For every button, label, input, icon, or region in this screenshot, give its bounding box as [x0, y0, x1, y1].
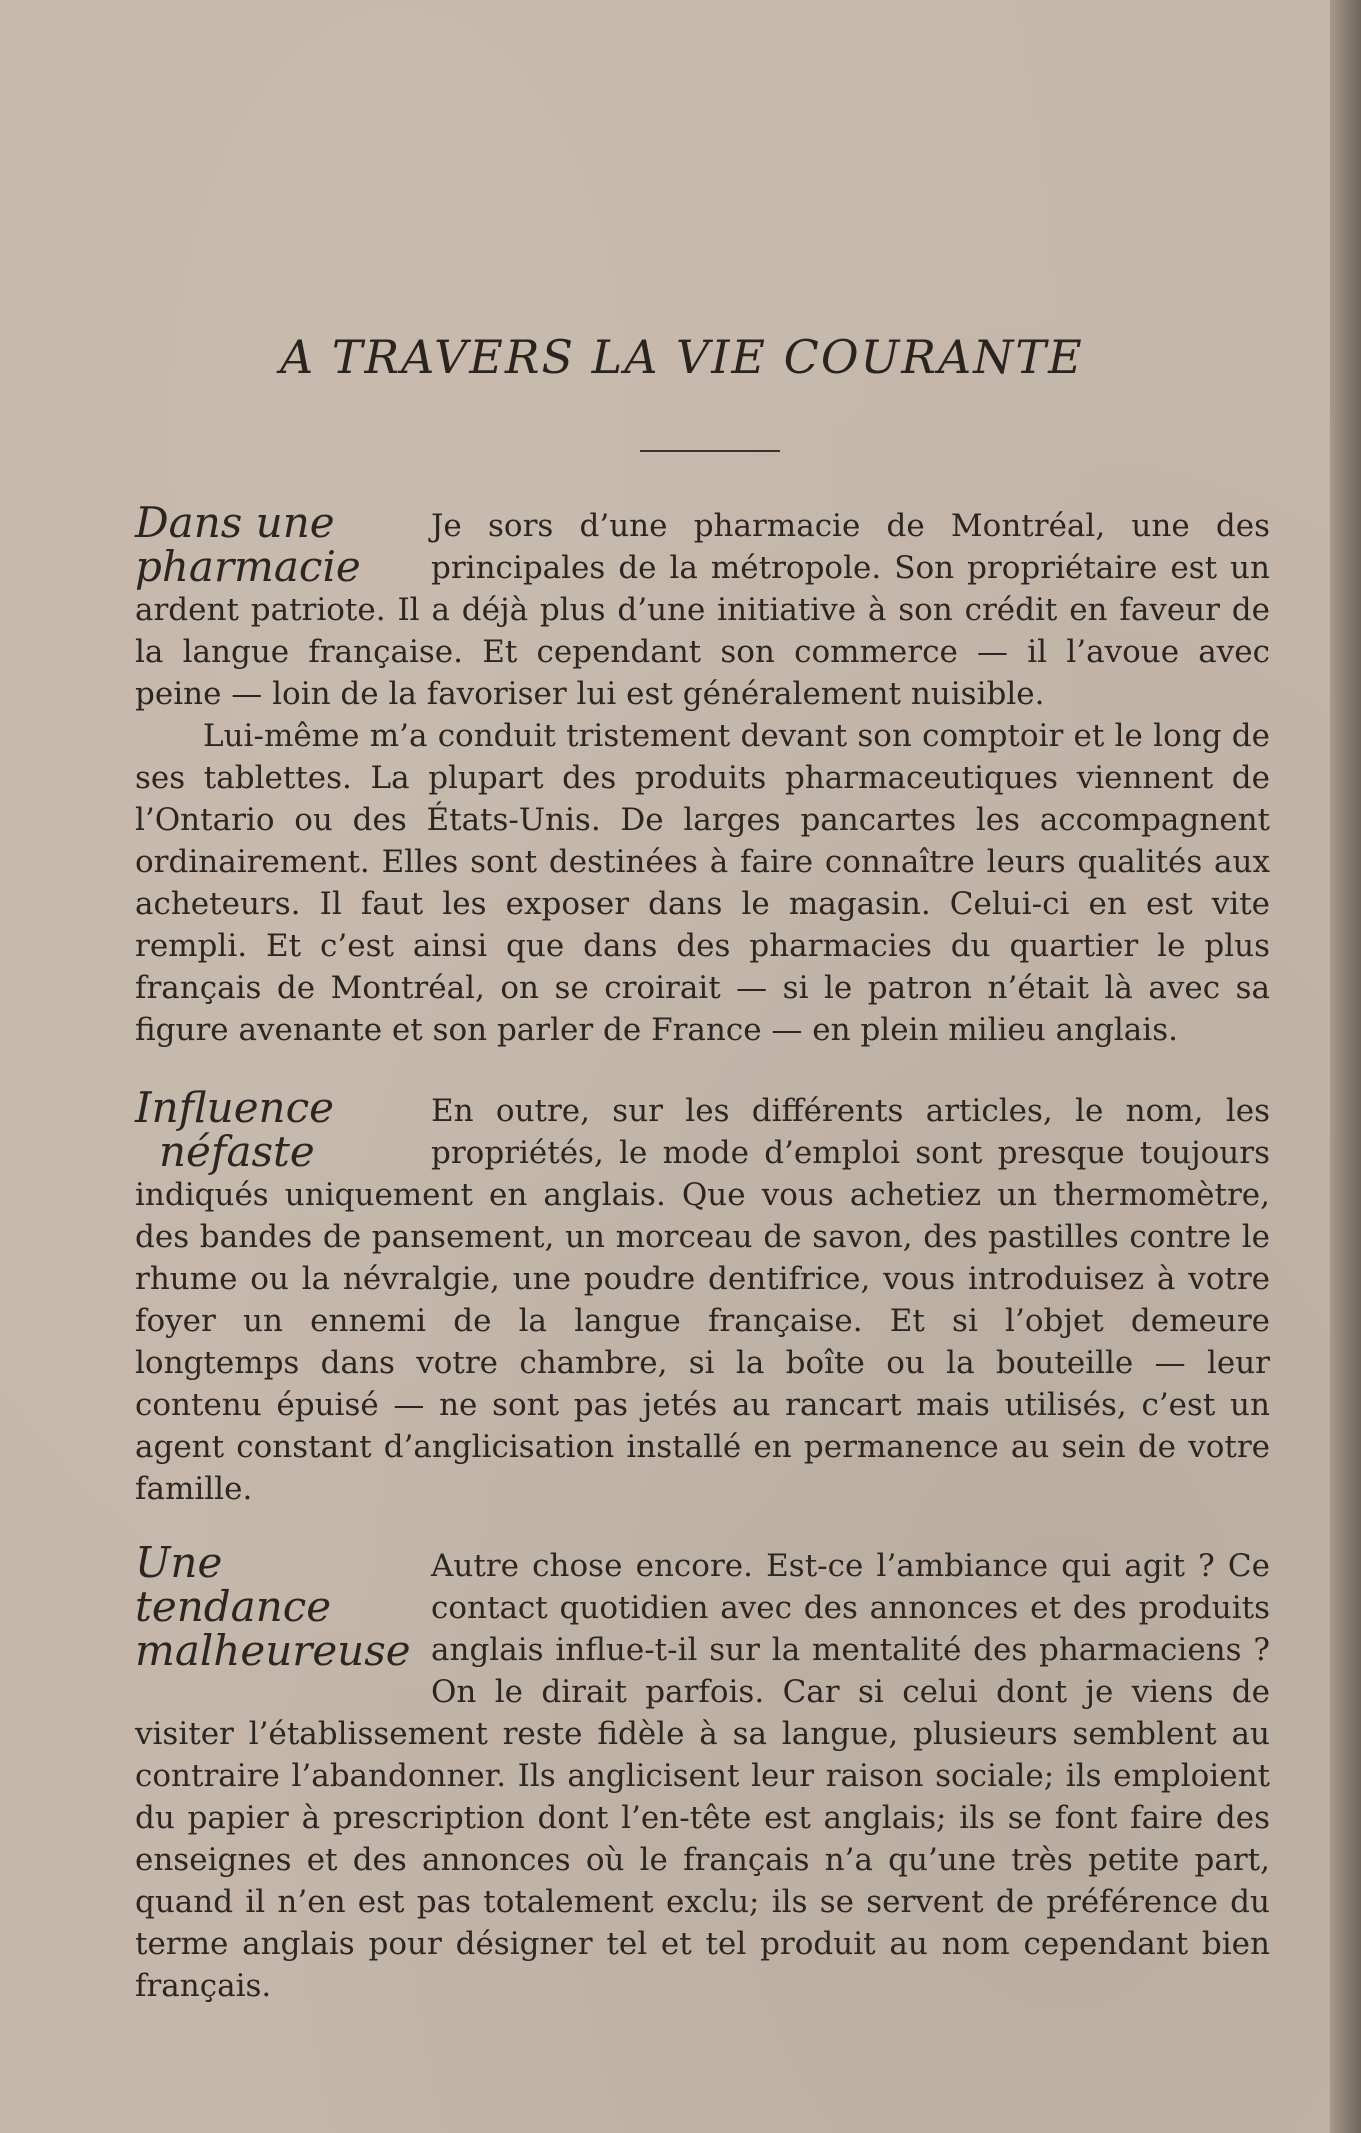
title-rule — [640, 450, 780, 452]
side-title-line-1: Dans une — [135, 498, 335, 547]
side-title — [135, 1083, 403, 1176]
side-title-line-1: Une tendance — [135, 1538, 332, 1631]
section-influence-nefaste — [135, 1083, 1270, 1510]
side-title — [135, 498, 403, 591]
page-gutter — [1330, 0, 1361, 2133]
side-title-line-1: Influence — [135, 1083, 334, 1132]
side-title-line-2: néfaste — [159, 1127, 315, 1176]
paragraph: Je sors d’une pharmacie de Montréal, une des principales de la métropole. Son propriétaire est un ardent patriote. Il a déjà plus d’une initiative à son crédit en faveur de la langue française. Et cependant son commerce — il l’avoue avec peine — loin de la favoriser lui est généralement nuisible. — [135, 508, 1270, 712]
side-title-line-2: pharmacie — [135, 542, 361, 591]
paragraph: Autre chose encore. Est-ce l’ambiance qui agit ? Ce contact quotidien avec des annonces et des produits anglais influe-t-il sur la mentalité des pharmaciens ? On le dirait parfois. Car si celui dont je viens de visiter l’établissement reste fidèle à sa langue, plusieurs semblent au contraire l’abandonner. Ils anglicisent leur raison sociale; ils emploient du papier à prescription dont l’en-tête est anglais; ils se font faire des enseignes et des annonces où le français n’a qu’une très petite part, quand il n’en est pas totalement exclu; ils se servent de préférence du terme anglais pour désigner tel et tel produit au nom cependant bien français. — [135, 1548, 1270, 2004]
chapter-title: A TRAVERS LA VIE COURANTE — [280, 330, 1084, 384]
section-dans-une-pharmacie — [135, 498, 1270, 1051]
paragraph: Lui-même m’a conduit tristement devant son comptoir et le long de ses tablettes. La plupart des produits pharmaceutiques viennent de l’Ontario ou des États-Unis. De larges pancartes les accompagnent ordinairement. Elles sont destinées à faire connaître leurs qualités aux acheteurs. Il faut les exposer dans le magasin. Celui-ci en est vite rempli. Et c’est ainsi que dans des pharmacies du quartier le plus français de Montréal, on se croirait — si le patron n’était là avec sa figure avenante et son parler de France — en plein milieu anglais. — [135, 718, 1270, 1048]
section-une-tendance-malheureuse — [135, 1538, 1270, 2007]
side-title-line-2: malheureuse — [135, 1626, 411, 1675]
side-title — [135, 1538, 411, 1675]
paragraph: En outre, sur les différents articles, le nom, les propriétés, le mode d’emploi sont presque toujours indiqués uniquement en anglais. Que vous achetiez un thermomètre, des bandes de pansement, un morceau de savon, des pastilles contre le rhume ou la névralgie, une poudre dentifrice, vous introduisez à votre foyer un ennemi de la langue française. Et si l’objet demeure longtemps dans votre chambre, si la boîte ou la bouteille — leur contenu épuisé — ne sont pas jetés au rancart mais utilisés, c’est un agent constant d’anglicisation installé en permanence au sein de votre famille. — [135, 1093, 1270, 1507]
